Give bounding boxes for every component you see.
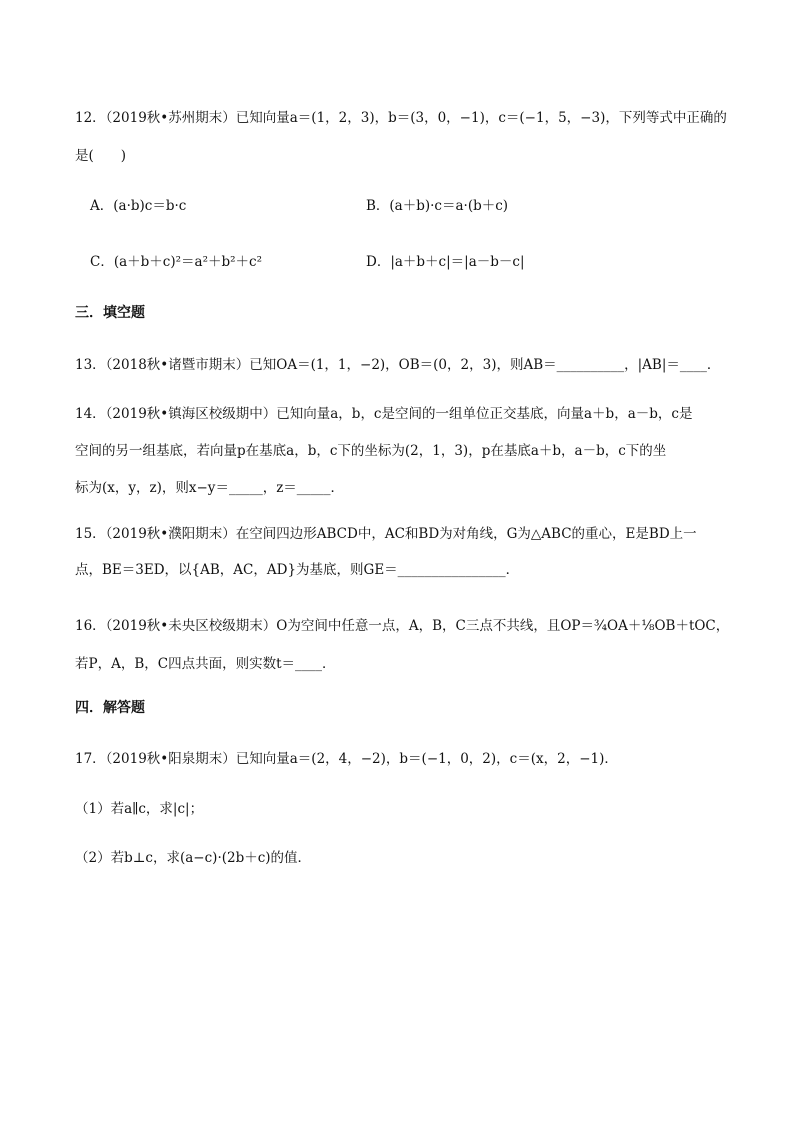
question-13: 13．（2018秋•诸暨市期末）已知OA＝(1，1，−2)，OB＝(0，2，3)，则AB＝__________，|AB|＝____． — [75, 357, 721, 373]
question-15-line-1: 15．（2019秋•濮阳期末）在空间四边形ABCD中，AC和BD为对角线，G为△ABC的重心，E是BD上一 — [75, 526, 697, 542]
question-14-line-2: 空间的另一组基底，若向量p在基底a，b，c下的坐标为(2，1，3)，p在基底a＋b，a－b，c下的坐 — [75, 443, 667, 459]
question-17-part-2: （2）若b⊥c，求(a−c)·(2b＋c)的值． — [75, 850, 312, 866]
question-12-line-1: 12．（2019秋•苏州期末）已知向量a＝(1，2，3)，b＝(3，0，−1)，c＝(−1，5，−3)，下列等式中正确的 — [75, 110, 727, 126]
section-4-heading: 四．解答题 — [75, 700, 145, 716]
question-15-line-2: 点，BE＝3ED，以{AB，AC，AD}为基底，则GE＝________________． — [75, 562, 520, 578]
question-17-line-1: 17．（2019秋•阳泉期末）已知向量a＝(2，4，−2)，b＝(−1，0，2)，c＝(x，2，−1)． — [75, 751, 618, 767]
question-12-line-2: 是( ) — [75, 148, 127, 164]
question-12-option-b: B．(a＋b)·c＝a·(b＋c) — [366, 198, 509, 214]
question-17-part-1: （1）若a∥c，求|c|； — [75, 801, 204, 817]
question-16-line-2: 若P，A，B，C四点共面，则实数t＝____． — [75, 656, 336, 672]
section-3-heading: 三．填空题 — [75, 305, 145, 321]
question-14-line-1: 14．（2019秋•镇海区校级期中）已知向量a，b，c是空间的一组单位正交基底，向量a＋b，a－b，c是 — [75, 406, 693, 422]
question-12-option-a: A．(a·b)c＝b·c — [90, 198, 187, 214]
question-16-line-1: 16．（2019秋•未央区校级期末）O为空间中任意一点，A，B，C三点不共线，且OP＝¾OA＋⅛OB＋tOC， — [75, 618, 730, 634]
question-12-option-d: D．|a＋b＋c|＝|a－b－c| — [366, 254, 525, 270]
question-12-option-c: C．(a＋b＋c)²＝a²＋b²＋c² — [90, 254, 263, 270]
question-14-line-3: 标为(x，y，z)，则x−y＝_____，z＝_____． — [75, 480, 345, 496]
